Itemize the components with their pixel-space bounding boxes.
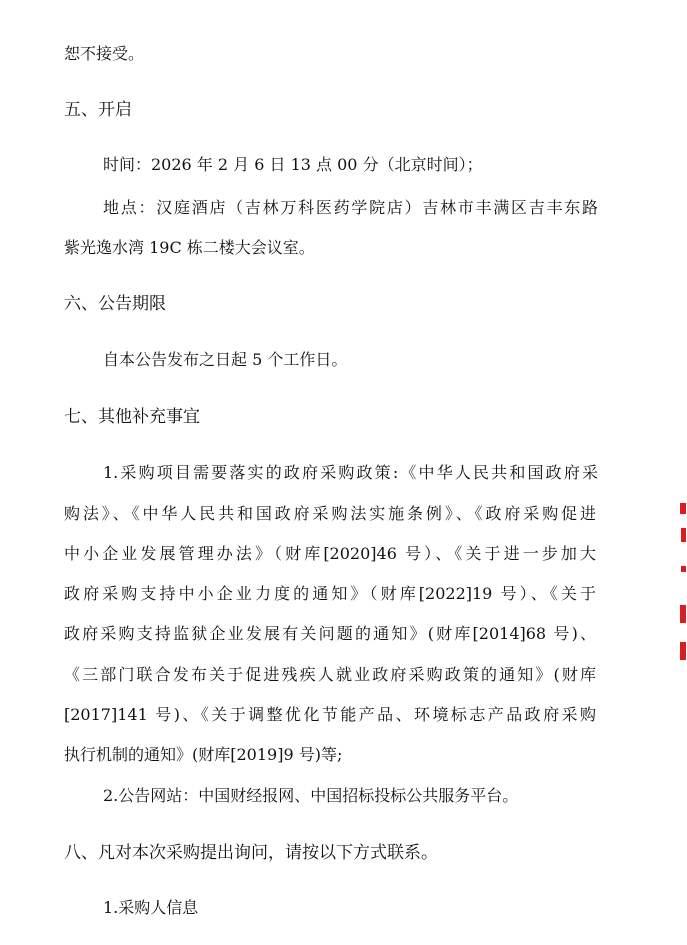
policy-line: [2017]141 号)、《关于调整优化节能产品、环境标志产品政府采购 — [64, 705, 596, 724]
section-heading-inquiries: 八、凡对本次采购提出询问，请按以下方式联系。 — [64, 843, 438, 863]
section-heading-supplementary: 七、其他补充事宜 — [64, 407, 200, 427]
paragraph-continuation: 恕不接受。 — [64, 44, 145, 63]
opening-place-line-1: 地点：汉庭酒店（吉林万科医药学院店）吉林市丰满区吉丰东路 — [103, 198, 598, 217]
policy-line: 执行机制的通知》(财库[2019]9 号)等; — [64, 745, 343, 764]
policy-line: 中小企业发展管理办法》（财库[2020]46 号）、《关于进一步加大 — [64, 544, 596, 563]
policy-line: 政府采购支持中小企业力度的通知》（财库[2022]19 号）、《关于 — [64, 584, 596, 603]
opening-time: 时间：2026 年 2 月 6 日 13 点 00 分（北京时间）； — [103, 155, 483, 174]
red-stamp-fragment — [680, 605, 686, 623]
policy-line: 1.采购项目需要落实的政府采购政策:《中华人民共和国政府采 — [103, 463, 598, 482]
announcement-period-text: 自本公告发布之日起 5 个工作日。 — [103, 350, 348, 369]
policy-line: 购法》、《中华人民共和国政府采购法实施条例》、《政府采购促进 — [64, 504, 596, 523]
buyer-info-heading: 1.采购人信息 — [103, 898, 199, 917]
policy-line: 《三部门联合发布关于促进残疾人就业政府采购政策的通知》(财库 — [64, 665, 596, 684]
red-stamp-fragment — [680, 503, 686, 514]
red-stamp-fragment — [680, 642, 686, 660]
section-heading-opening: 五、开启 — [64, 100, 132, 120]
announcement-website: 2.公告网站：中国财经报网、中国招标投标公共服务平台。 — [103, 786, 519, 805]
red-stamp-fragment — [681, 566, 686, 572]
opening-place-line-2: 紫光逸水湾 19C 栋二楼大会议室。 — [64, 238, 315, 257]
section-heading-announcement-period: 六、公告期限 — [64, 294, 166, 314]
policy-line: 政府采购支持监狱企业发展有关问题的通知》(财库[2014]68 号)、 — [64, 624, 596, 643]
red-stamp-fragment — [681, 528, 686, 542]
